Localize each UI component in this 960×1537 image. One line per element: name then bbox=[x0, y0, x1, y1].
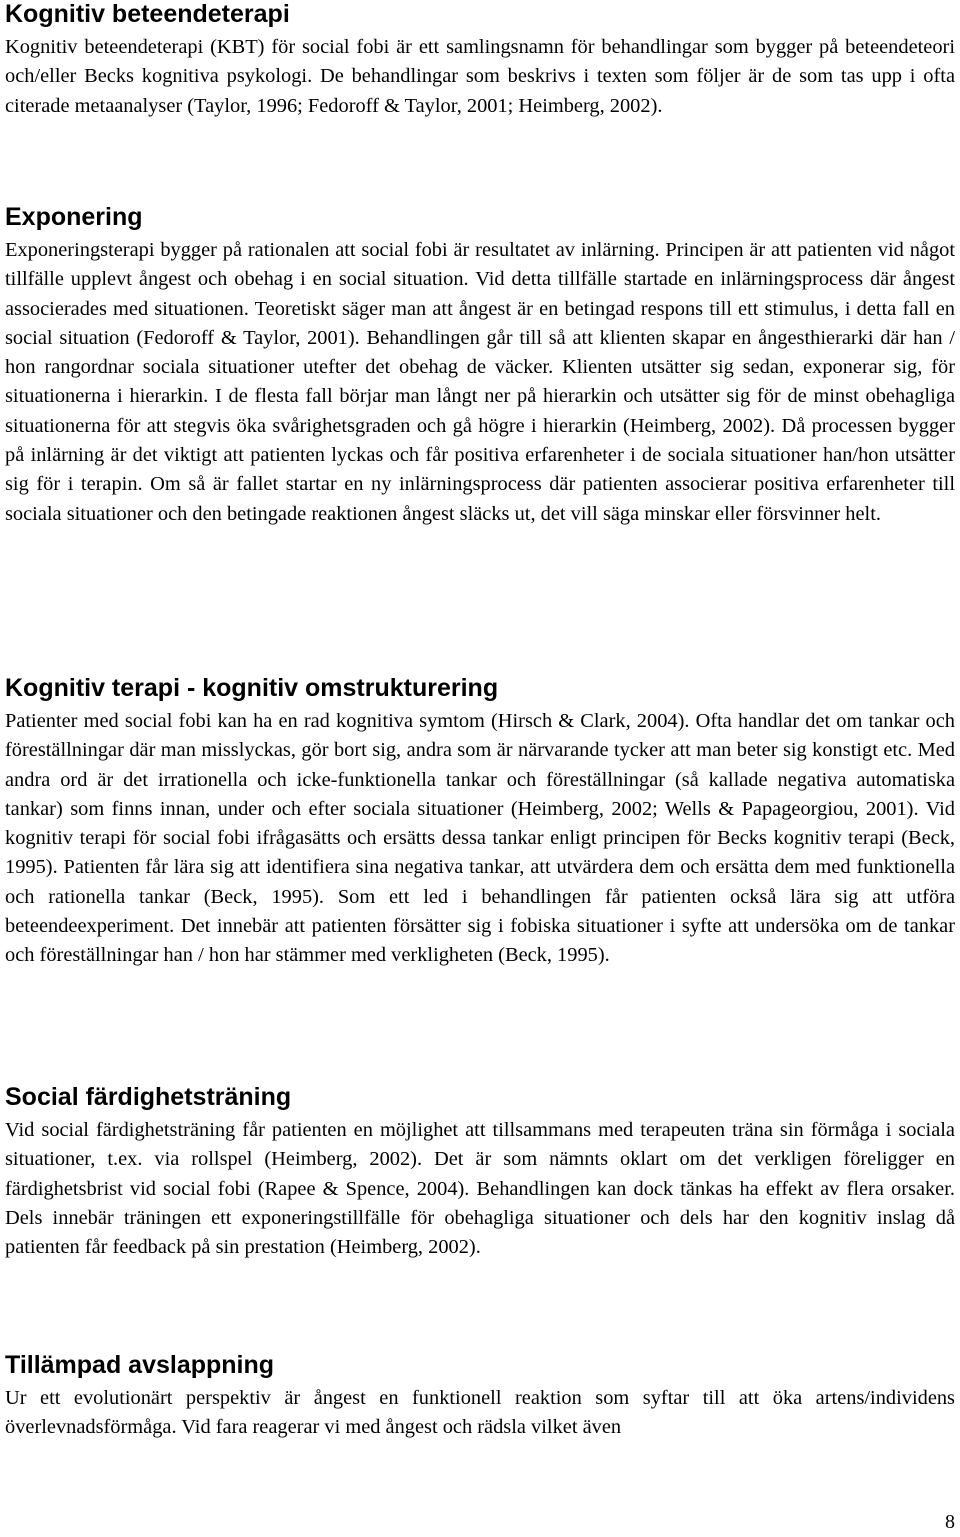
section-paragraph: Patienter med social fobi kan ha en rad kognitiva symtom (Hirsch & Clark, 2004). Ofta handlar det om tankar och föreställningar där man misslyckas, gör bort sig, andra som är närvarande tycker att man beter sig konstigt etc. Med andra ord är det irrationella och icke-funktionella tankar och föreställningar (så kallade negativa automatiska tankar) som finns innan, under och efter sociala situationer (Heimberg, 2002; Wells & Papageorgiou, 2001). Vid kognitiv terapi för social fobi ifrågasätts och ersätts dessa tankar enligt principen för Becks kognitiv terapi (Beck, 1995). Patienten får lära sig att identifiera sina negativa tankar, att utvärdera dem och ersätta dem med funktionella och rationella tankar (Beck, 1995). Som ett led i behandlingen får patienten också lära sig att utföra beteendeexperiment. Det innebär att patienten försätter sig i fobiska situationer i syfte att undersöka om de tankar och föreställningar han / hon har stämmer med verkligheten (Beck, 1995). bbox=[5, 710, 955, 967]
section-heading: Kognitiv beteendeterapi bbox=[5, 0, 290, 28]
section-heading: Kognitiv terapi - kognitiv omstrukturering bbox=[5, 674, 499, 702]
section-paragraph: Kognitiv beteendeterapi (KBT) för social fobi är ett samlingsnamn för behandlingar som bygger på beteendeteori och/eller Becks kognitiva psykologi. De behandlingar som beskrivs i texten som följer är de som tas upp i ofta citerade metaanalyser (Taylor, 1996; Fedoroff & Taylor, 2001; Heimberg, 2002). bbox=[5, 36, 955, 117]
section-heading: Social färdighetsträning bbox=[5, 1083, 292, 1111]
section-paragraph: Exponeringsterapi bygger på rationalen att social fobi är resultatet av inlärning. Principen är att patienten vid något tillfälle upplevt ångest och obehag i en social situation. Vid detta tillfälle startade en inlärningsprocess där ångest associerades med situationen. Teoretiskt säger man att ångest är en betingad respons till ett stimulus, i detta fall en social situation (Fedoroff & Taylor, 2001). Behandlingen går till så att klienten skapar en ångesthierarki där han / hon rangordnar sociala situationer utefter det obehag de väcker. Klienten utsätter sig sedan, exponerar sig, för situationerna i hierarkin. I de flesta fall börjar man långt ner på hierarkin och utsätter sig för de minst obehagliga situationerna för att stegvis öka svårighetsgraden och gå högre i hierarkin (Heimberg, 2002). Då processen bygger på inlärning är det viktigt att patienten lyckas och får positiva erfarenheter i de sociala situationer han/hon utsätter sig för i terapin. Om så är fallet startar en ny inlärningsprocess där patienten associerar positiva erfarenheter till sociala situationer och den betingade reaktionen ångest släcks ut, det vill säga minskar eller försvinner helt. bbox=[5, 239, 955, 525]
section-heading: Tillämpad avslappning bbox=[5, 1351, 275, 1379]
section-kognitiv-terapi bbox=[5, 673, 955, 971]
page-number: 8 bbox=[945, 1511, 955, 1533]
section-social-fardighetstraning bbox=[5, 1082, 955, 1262]
section-paragraph: Ur ett evolutionärt perspektiv är ångest en funktionell reaktion som syftar till att öka artens/individens överlevnadsförmåga. Vid fara reagerar vi med ångest och rädsla vilket även bbox=[5, 1387, 955, 1439]
section-heading: Exponering bbox=[5, 203, 143, 231]
section-exponering bbox=[5, 202, 955, 529]
section-tillampad-avslappning bbox=[5, 1350, 955, 1443]
section-kognitiv-beteendeterapi bbox=[5, 0, 955, 121]
section-paragraph: Vid social färdighetsträning får patienten en möjlighet att tillsammans med terapeuten träna sin förmåga i sociala situationer, t.ex. via rollspel (Heimberg, 2002). Det är som nämnts oklart om det verkligen föreligger en färdighetsbrist vid social fobi (Rapee & Spence, 2004). Behandlingen kan dock tänkas ha effekt av flera orsaker. Dels innebär träningen ett exponeringstillfälle för obehagliga situationer och dels har den kognitiv inslag då patienten får feedback på sin prestation (Heimberg, 2002). bbox=[5, 1119, 955, 1259]
